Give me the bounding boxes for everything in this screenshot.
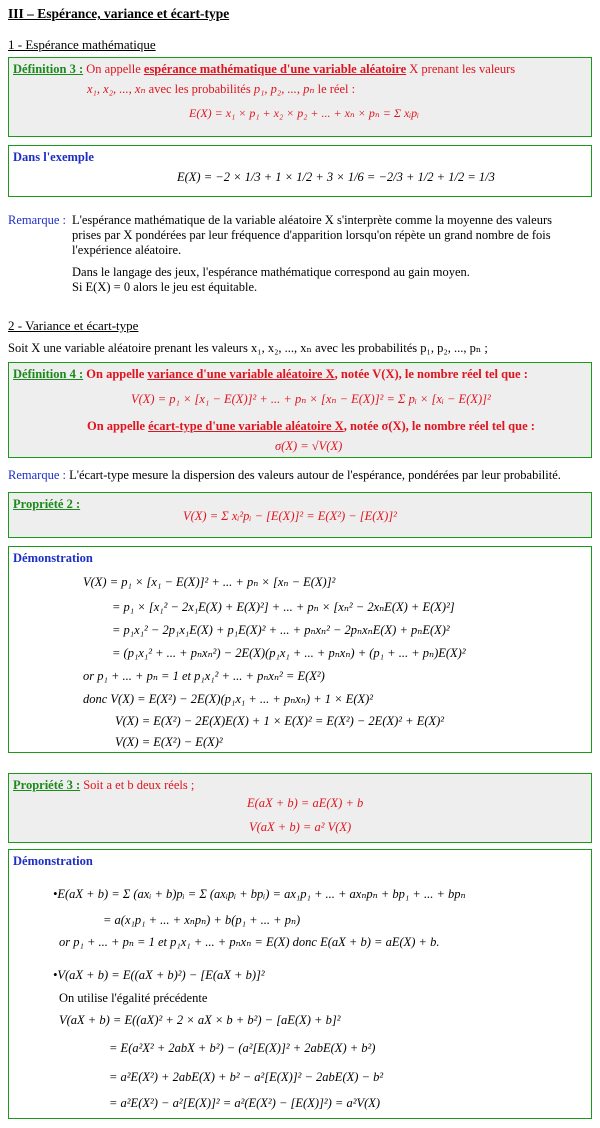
demo1-line: V(X) = E(X²) − 2E(X)E(X) + 1 × E(X)² = E(X²) − 2E(X)² + E(X)² bbox=[115, 714, 445, 728]
demonstration-1-box bbox=[8, 546, 592, 753]
demo1-line: donc V(X) = E(X²) − 2E(X)(p₁x₁ + ... + pₙxₙ) + 1 × E(X)² bbox=[83, 692, 374, 706]
demonstration-1-label: Démonstration bbox=[13, 551, 93, 565]
variance-formula: V(X) = p₁ × [x₁ − E(X)]² + ... + pₙ × [xₙ − E(X)]² = Σ pᵢ × [xᵢ − E(X)]² bbox=[131, 392, 491, 406]
definition-4-line1 bbox=[13, 367, 528, 382]
remark-1-line4: Dans le langage des jeux, l'espérance mathématique correspond au gain moyen. bbox=[72, 265, 470, 279]
demonstration-2-box bbox=[8, 849, 592, 1119]
demo2-line: On utilise l'égalité précédente bbox=[59, 991, 208, 1005]
property-3-formula-esperance: E(aX + b) = aE(X) + b bbox=[247, 796, 364, 810]
section-title: III – Espérance, variance et écart-type bbox=[8, 6, 230, 21]
definition-3-line1 bbox=[13, 62, 515, 77]
property-3-label: Propriété 3 : bbox=[13, 778, 81, 792]
demo1-line: = p₁x₁² − 2p₁x₁E(X) + p₁E(X)² + ... + pₙxₙ² − 2pₙxₙE(X) + pₙE(X)² bbox=[112, 623, 450, 637]
property-2-label: Propriété 2 : bbox=[13, 497, 81, 511]
example-formula: E(X) = −2 × 1/3 + 1 × 1/2 + 3 × 1/6 = −2/3 + 1/2 + 1/2 = 1/3 bbox=[177, 170, 495, 184]
definition-4-text1: On appelle bbox=[86, 367, 145, 381]
subsection-title-variance: 2 - Variance et écart-type bbox=[8, 318, 139, 333]
demo1-line: or p₁ + ... + pₙ = 1 et p₁x₁² + ... + pₙxₙ² = E(X²) bbox=[83, 669, 325, 683]
definition-4-text2: , notée V(X), le nombre réel tel que : bbox=[334, 367, 528, 381]
remark-2 bbox=[8, 468, 561, 483]
definition-3-term: espérance mathématique d'une variable aléatoire bbox=[143, 62, 407, 76]
example-box bbox=[8, 145, 592, 197]
remark-1-label: Remarque : bbox=[8, 213, 66, 227]
variance-term: variance d'une variable aléatoire X bbox=[147, 367, 335, 381]
definition-4-text3: On appelle bbox=[87, 419, 145, 433]
demo2-line: = a(x₁p₁ + ... + xₙpₙ) + b(p₁ + ... + pₙ) bbox=[103, 913, 301, 927]
ecart-type-term: écart-type d'une variable aléatoire X bbox=[148, 419, 344, 433]
values-list: x₁, x₂, ..., xₙ bbox=[87, 82, 146, 96]
remark-2-label: Remarque : bbox=[8, 468, 66, 482]
demo1-line: V(X) = p₁ × [x₁ − E(X)]² + ... + pₙ × [xₙ − E(X)]² bbox=[83, 575, 336, 589]
probabilities-list: p₁, p₂, ..., pₙ bbox=[253, 82, 315, 96]
esperance-formula: E(X) = x₁ × p₁ + x₂ × p₂ + ... + xₙ × pₙ = Σ xᵢpᵢ bbox=[189, 106, 420, 120]
property-2-formula: V(X) = Σ xᵢ²pᵢ − [E(X)]² = E(X²) − [E(X)]² bbox=[183, 509, 397, 523]
definition-4-text4: , notée σ(X), le nombre réel tel que : bbox=[343, 419, 535, 433]
definition-4-box bbox=[8, 362, 592, 458]
ecart-type-formula: σ(X) = √V(X) bbox=[275, 439, 343, 453]
demo1-line: = p₁ × [x₁² − 2x₁E(X) + E(X)²] + ... + pₙ × [xₙ² − 2xₙE(X) + E(X)²] bbox=[112, 600, 455, 614]
demo2-line: = E(a²X² + 2abX + b²) − (a²[E(X)]² + 2abE(X) + b²) bbox=[109, 1041, 376, 1055]
real-text: le réel : bbox=[317, 82, 356, 96]
example-label: Dans l'exemple bbox=[13, 150, 94, 164]
demo2-line: = a²E(X²) − a²[E(X)]² = a²(E(X²) − [E(X)]²) = a²V(X) bbox=[109, 1096, 381, 1110]
remark-1-line5: Si E(X) = 0 alors le jeu est équitable. bbox=[72, 280, 258, 294]
demo1-line: = (p₁x₁² + ... + pₙxₙ²) − 2E(X)(p₁x₁ + ... + pₙxₙ) + (p₁ + ... + pₙ)E(X)² bbox=[112, 646, 466, 660]
property-3-line1 bbox=[13, 778, 194, 793]
definition-3-text1: On appelle bbox=[86, 62, 141, 76]
probabilities-text: avec les probabilités bbox=[148, 82, 251, 96]
definition-3-label: Définition 3 : bbox=[13, 62, 84, 76]
demo1-line: V(X) = E(X²) − E(X)² bbox=[115, 735, 223, 749]
demo2-line: V(aX + b) = E((aX)² + 2 × aX × b + b²) − [aE(X) + b]² bbox=[59, 1013, 341, 1027]
demonstration-2-label: Démonstration bbox=[13, 854, 93, 868]
remark-2-text: L'écart-type mesure la dispersion des valeurs autour de l'espérance, pondérées par leur probabilité. bbox=[69, 468, 561, 482]
variance-intro: Soit X une variable aléatoire prenant les valeurs x₁, x₂, ..., xₙ avec les probabilités p₁, p₂, ..., pₙ ; bbox=[8, 341, 488, 355]
definition-3-text2: X prenant les valeurs bbox=[409, 62, 516, 76]
subsection-title-esperance: 1 - Espérance mathématique bbox=[8, 37, 156, 52]
property-3-formula-variance: V(aX + b) = a² V(X) bbox=[249, 820, 352, 834]
demo2-line: = a²E(X²) + 2abE(X) + b² − a²[E(X)]² − 2abE(X) − b² bbox=[109, 1070, 384, 1084]
remark-1-line3: l'expérience aléatoire. bbox=[72, 243, 182, 257]
demo2-line: •V(aX + b) = E((aX + b)²) − [E(aX + b)]² bbox=[53, 968, 265, 982]
definition-3-box bbox=[8, 57, 592, 137]
remark-1-line2: prises par X pondérées par leur fréquence d'apparition lorsqu'on répète un grand nombre de fois bbox=[72, 228, 551, 242]
definition-3-line2 bbox=[87, 81, 355, 97]
demo2-line: •E(aX + b) = Σ (axᵢ + b)pᵢ = Σ (axᵢpᵢ + bpᵢ) = ax₁p₁ + ... + axₙpₙ + bp₁ + ... + bpₙ bbox=[53, 887, 466, 901]
definition-4-line3 bbox=[87, 419, 535, 434]
remark-1-line1: L'espérance mathématique de la variable aléatoire X s'interprète comme la moyenne des valeurs bbox=[72, 213, 552, 227]
property-3-text: Soit a et b deux réels ; bbox=[83, 778, 195, 792]
definition-4-label: Définition 4 : bbox=[13, 367, 84, 381]
property-2-box bbox=[8, 492, 592, 538]
property-3-box bbox=[8, 773, 592, 843]
demo2-line: or p₁ + ... + pₙ = 1 et p₁x₁ + ... + pₙxₙ = E(X) donc E(aX + b) = aE(X) + b. bbox=[59, 935, 440, 949]
